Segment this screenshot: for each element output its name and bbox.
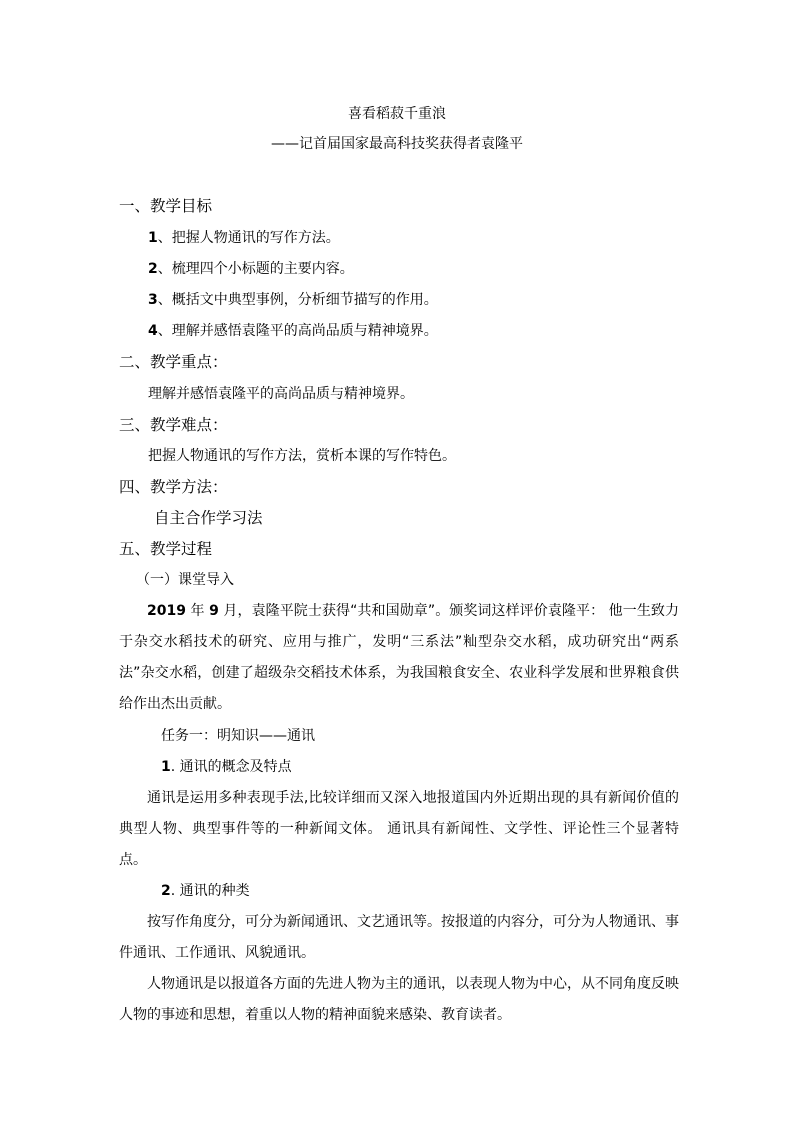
objective-item <box>148 290 438 310</box>
objective-text: 、梳理四个小标题的主要内容。 <box>157 261 354 277</box>
objective-number: 4 <box>148 323 158 339</box>
key-points-text: 理解并感悟袁隆平的高尚品质与精神境界。 <box>148 386 414 402</box>
objective-item <box>148 321 438 341</box>
objective-item <box>148 259 354 279</box>
objective-number: 2 <box>148 261 158 277</box>
objective-number: 1 <box>148 230 158 246</box>
difficulties-text: 把握人物通讯的写作方法，赏析本课的写作特色。 <box>148 448 456 464</box>
point-heading <box>161 757 292 777</box>
person-report-paragraph: 人物通讯是以报道各方面的先进人物为主的通讯，以表现人物为中心，从不同角度反映人物的事迹和思想，着重以人物的精神面貌来感染、教育读者。 <box>119 976 679 1023</box>
objective-text: 、理解并感悟袁隆平的高尚品质与精神境界。 <box>157 323 438 339</box>
point-text: . 通讯的种类 <box>170 883 250 899</box>
section-heading-process: 五、教学过程 <box>119 540 213 558</box>
objective-item <box>148 228 340 248</box>
section-heading-methods: 四、教学方法： <box>119 478 228 496</box>
document-subtitle: ——记首届国家最高科技奖获得者袁隆平 <box>271 136 523 152</box>
document-title: 喜看稻菽千重浪 <box>348 106 446 122</box>
section-heading-objectives: 一、教学目标 <box>119 197 213 215</box>
intro-year: 2019 <box>147 603 186 619</box>
objective-text: 、概括文中典型事例，分析细节描写的作用。 <box>157 292 438 308</box>
intro-paragraph <box>119 596 679 720</box>
intro-month: 9 <box>209 603 219 619</box>
types-paragraph: 按写作角度分，可分为新闻通讯、文艺通讯等。按报道的内容分，可分为人物通讯、事件通讯、工作通讯、风貌通讯。 <box>119 914 679 961</box>
intro-text-1: 年 <box>185 603 210 619</box>
methods-text: 自主合作学习法 <box>154 509 263 527</box>
concept-paragraph: 通讯是运用多种表现手法,比较详细而又深入地报道国内外近期出现的具有新闻价值的典型人物、典型事件等的一种新闻文体。 通讯具有新闻性、文学性、评论性三个显著特点。 <box>119 790 679 868</box>
point-number: 1 <box>161 759 171 775</box>
section-heading-difficulties: 三、教学难点： <box>119 416 228 434</box>
objective-text: 、把握人物通讯的写作方法。 <box>157 230 340 246</box>
point-text: . 通讯的概念及特点 <box>170 759 292 775</box>
section-heading-key-points: 二、教学重点： <box>119 353 228 371</box>
task-heading: 任务一：明知识——通讯 <box>161 728 315 744</box>
subsection-heading-intro: （一）课堂导入 <box>136 572 234 588</box>
point-number: 2 <box>161 883 171 899</box>
intro-text-2: 月，袁隆平院士获得“共和国勋章”。颁奖词这样评价袁隆平： 他一生致力于杂交水稻技术的研究、应用与推广，发明“三系法”籼型杂交水稻，成功研究出“两系法”杂交水稻，创建了超级杂交稻技术体系，为我国粮食安全、农业科学发展和世界粮食供给作出杰出贡献。 <box>119 603 680 712</box>
objective-number: 3 <box>148 292 158 308</box>
point-heading <box>161 881 250 901</box>
